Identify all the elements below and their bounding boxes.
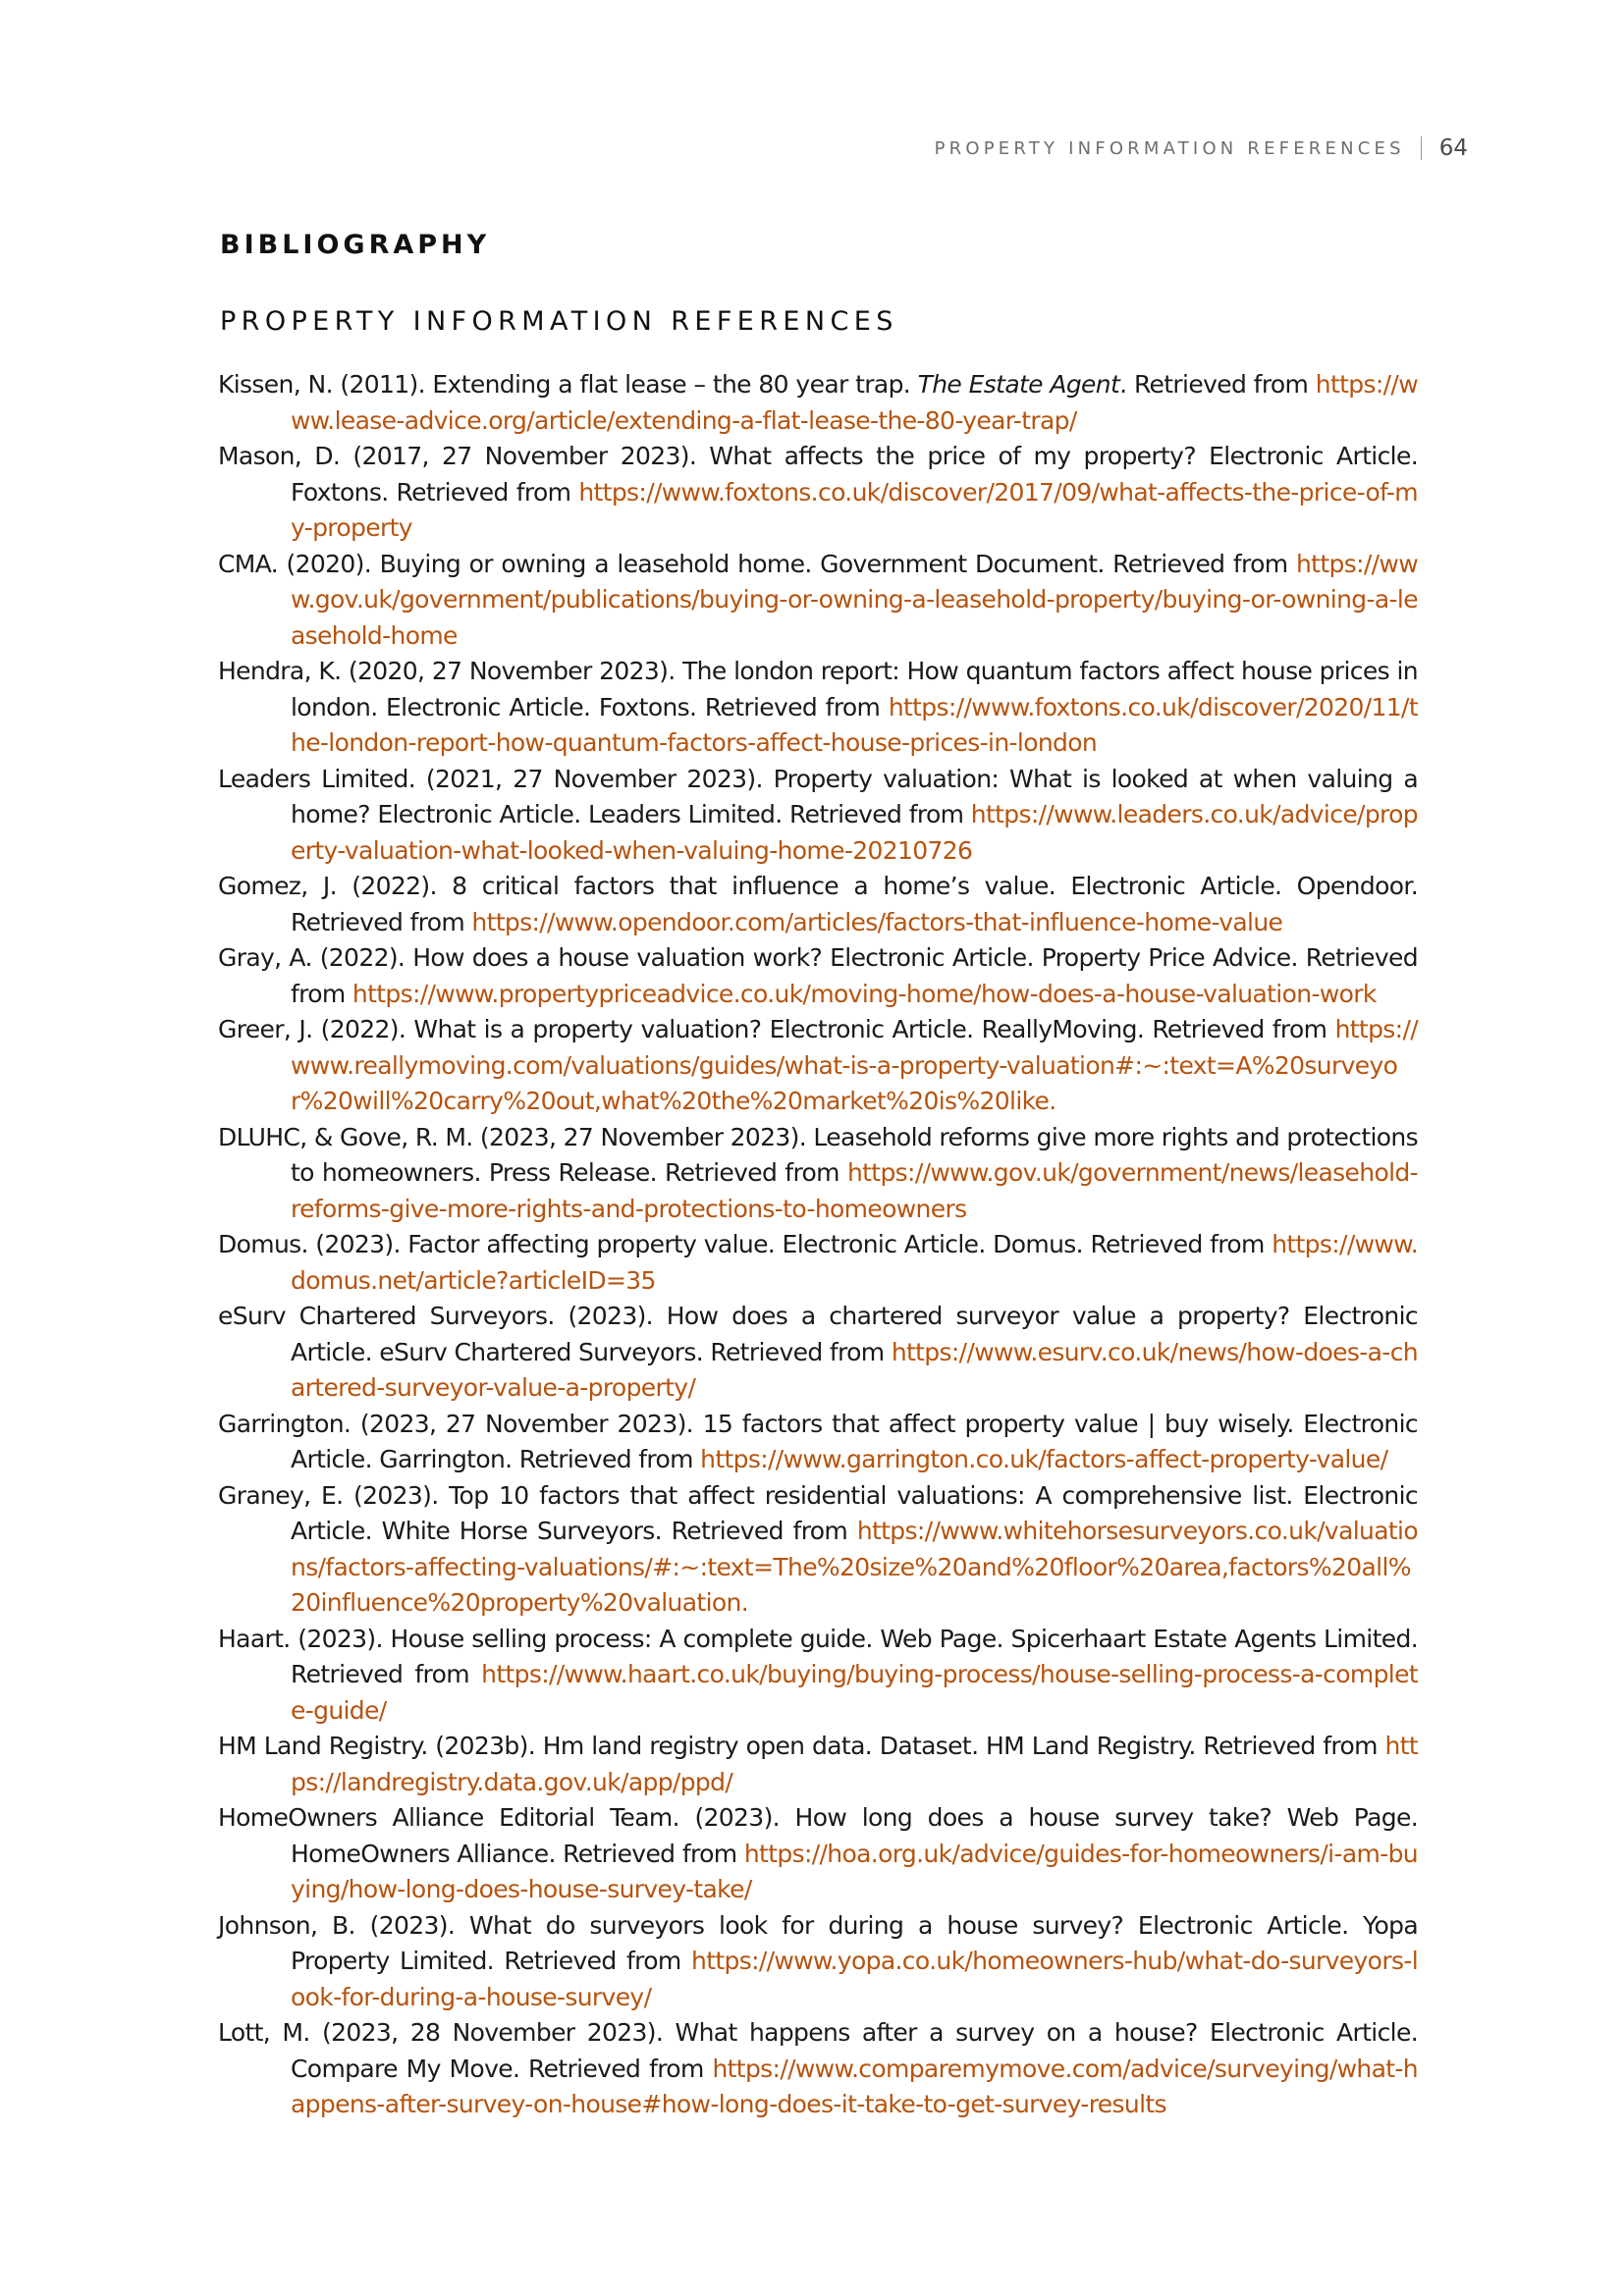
reference-text: Johnson, B. (2023). What do surveyors look for during a house survey? Electronic Article. Yopa Property Limited. Retrieved from xyxy=(218,1910,1418,1975)
subsection-heading: PROPERTY INFORMATION REFERENCES xyxy=(220,306,898,337)
reference-entry xyxy=(218,1800,1418,1908)
reference-entry xyxy=(218,1478,1418,1622)
reference-link[interactable]: https://www.garrington.co.uk/factors-affect-property-value/ xyxy=(700,1445,1388,1473)
reference-entry xyxy=(218,1622,1418,1730)
reference-list xyxy=(218,367,1418,2123)
reference-text: Domus. (2023). Factor affecting property value. Electronic Article. Domus. Retrieved from xyxy=(218,1230,1272,1258)
reference-text: Garrington. (2023, 27 November 2023). 15 factors that affect property value | buy wisely. Electronic Article. Garrington. Retrieved from xyxy=(218,1409,1418,1473)
reference-entry xyxy=(218,1729,1418,1800)
reference-link[interactable]: https://www.domus.net/article?articleID=35 xyxy=(291,1230,1418,1295)
reference-text: Gomez, J. (2022). 8 critical factors that influence a home’s value. Electronic Article. Opendoor. Retrieved from xyxy=(218,872,1418,936)
reference-link[interactable]: https://www.opendoor.com/articles/factors-that-influence-home-value xyxy=(471,907,1283,936)
reference-text: CMA. (2020). Buying or owning a leasehold home. Government Document. Retrieved from xyxy=(218,549,1296,578)
reference-text: Leaders Limited. (2021, 27 November 2023). Property valuation: What is looked at when valuing a home? Electronic Article. Leaders Limited. Retrieved from xyxy=(218,764,1418,828)
reference-link[interactable]: https://www.whitehorsesurveyors.co.uk/valuations/factors-affecting-valuations/#:~:text=The%20size%20and%20floor%20area,factors%20all%20influence%20property%20valuation. xyxy=(291,1517,1418,1617)
reference-text: HM Land Registry. (2023b). Hm land registry open data. Dataset. HM Land Registry. Retrieved from xyxy=(218,1732,1385,1760)
reference-text: DLUHC, & Gove, R. M. (2023, 27 November 2023). Leasehold reforms give more rights and protections to homeowners. Press Release. Retrieved from xyxy=(218,1122,1418,1187)
reference-text: Kissen, N. (2011). Extending a flat lease – the 80 year trap. xyxy=(218,370,918,399)
reference-entry xyxy=(218,367,1418,439)
reference-entry xyxy=(218,1407,1418,1478)
reference-link[interactable]: https://www.propertypriceadvice.co.uk/moving-home/how-does-a-house-valuation-work xyxy=(352,979,1377,1008)
reference-entry xyxy=(218,762,1418,870)
reference-entry xyxy=(218,940,1418,1012)
section-heading: BIBLIOGRAPHY xyxy=(220,230,491,260)
reference-entry xyxy=(218,1299,1418,1407)
reference-entry xyxy=(218,869,1418,940)
reference-entry xyxy=(218,654,1418,762)
reference-link[interactable]: https://www.gov.uk/government/publications/buying-or-owning-a-leasehold-property/buying-or-owning-a-leasehold-home xyxy=(291,549,1418,650)
reference-entry xyxy=(218,2015,1418,2123)
reference-text: Mason, D. (2017, 27 November 2023). What affects the price of my property? Electronic Article. Foxtons. Retrieved from xyxy=(218,442,1418,507)
reference-link[interactable]: https://www.yopa.co.uk/homeowners-hub/what-do-surveyors-look-for-during-a-house-survey/ xyxy=(291,1947,1418,2011)
reference-entry xyxy=(218,1120,1418,1228)
reference-link[interactable]: https://www.esurv.co.uk/news/how-does-a-chartered-surveyor-value-a-property/ xyxy=(291,1337,1418,1402)
page-number: 64 xyxy=(1438,135,1468,161)
reference-text: Greer, J. (2022). What is a property valuation? Electronic Article. ReallyMoving. Retrieved from xyxy=(218,1015,1335,1043)
reference-link[interactable]: https://www.comparemymove.com/advice/surveying/what-happens-after-survey-on-house#how-long-does-it-take-to-get-survey-results xyxy=(291,2054,1418,2118)
reference-link[interactable]: https://www.foxtons.co.uk/discover/2017/09/what-affects-the-price-of-my-property xyxy=(291,477,1418,542)
reference-entry xyxy=(218,1012,1418,1120)
reference-entry xyxy=(218,439,1418,547)
reference-link[interactable]: https://www.lease-advice.org/article/extending-a-flat-lease-the-80-year-trap/ xyxy=(291,370,1418,435)
reference-link[interactable]: https://landregistry.data.gov.uk/app/ppd/ xyxy=(291,1732,1418,1796)
reference-text: Hendra, K. (2020, 27 November 2023). The london report: How quantum factors affect house prices in london. Electronic Article. Foxtons. Retrieved from xyxy=(218,657,1418,721)
reference-text: Lott, M. (2023, 28 November 2023). What happens after a survey on a house? Electronic Article. Compare My Move. Retrieved from xyxy=(218,2018,1418,2083)
header-divider xyxy=(1421,136,1422,160)
running-header xyxy=(933,135,1468,161)
reference-link[interactable]: https://www.haart.co.uk/buying/buying-process/house-selling-process-a-complete-guide/ xyxy=(291,1660,1418,1725)
reference-link[interactable]: https://hoa.org.uk/advice/guides-for-homeowners/i-am-buying/how-long-does-house-survey-take/ xyxy=(291,1839,1418,1903)
reference-link[interactable]: https://www.reallymoving.com/valuations/guides/what-is-a-property-valuation#:~:text=A%20surveyor%20will%20carry%20out,what%20the%20market%20is%20like. xyxy=(291,1015,1418,1115)
reference-entry xyxy=(218,547,1418,655)
reference-text: HomeOwners Alliance Editorial Team. (2023). How long does a house survey take? Web Page. HomeOwners Alliance. Retrieved from xyxy=(218,1803,1418,1868)
reference-text: Gray, A. (2022). How does a house valuation work? Electronic Article. Property Price Advice. Retrieved from xyxy=(218,943,1418,1008)
reference-text: Haart. (2023). House selling process: A complete guide. Web Page. Spicerhaart Estate Agents Limited. Retrieved from xyxy=(218,1624,1418,1688)
reference-link[interactable]: https://www.gov.uk/government/news/leasehold-reforms-give-more-rights-and-protections-to-homeowners xyxy=(291,1158,1418,1223)
reference-entry xyxy=(218,1227,1418,1299)
reference-text-continued: . Retrieved from xyxy=(1119,370,1316,399)
reference-entry xyxy=(218,1908,1418,2016)
reference-source-title: The Estate Agent xyxy=(917,370,1120,399)
reference-text: Graney, E. (2023). Top 10 factors that affect residential valuations: A comprehensive list. Electronic Article. White Horse Surveyors. Retrieved from xyxy=(218,1480,1418,1545)
running-title: PROPERTY INFORMATION REFERENCES xyxy=(934,137,1405,159)
reference-link[interactable]: https://www.foxtons.co.uk/discover/2020/11/the-london-report-how-quantum-factors-affect-house-prices-in-london xyxy=(291,692,1418,757)
reference-link[interactable]: https://www.leaders.co.uk/advice/property-valuation-what-looked-when-valuing-home-20210726 xyxy=(291,800,1418,865)
reference-text: eSurv Chartered Surveyors. (2023). How does a chartered surveyor value a property? Electronic Article. eSurv Chartered Surveyors. Retrieved from xyxy=(218,1302,1418,1366)
